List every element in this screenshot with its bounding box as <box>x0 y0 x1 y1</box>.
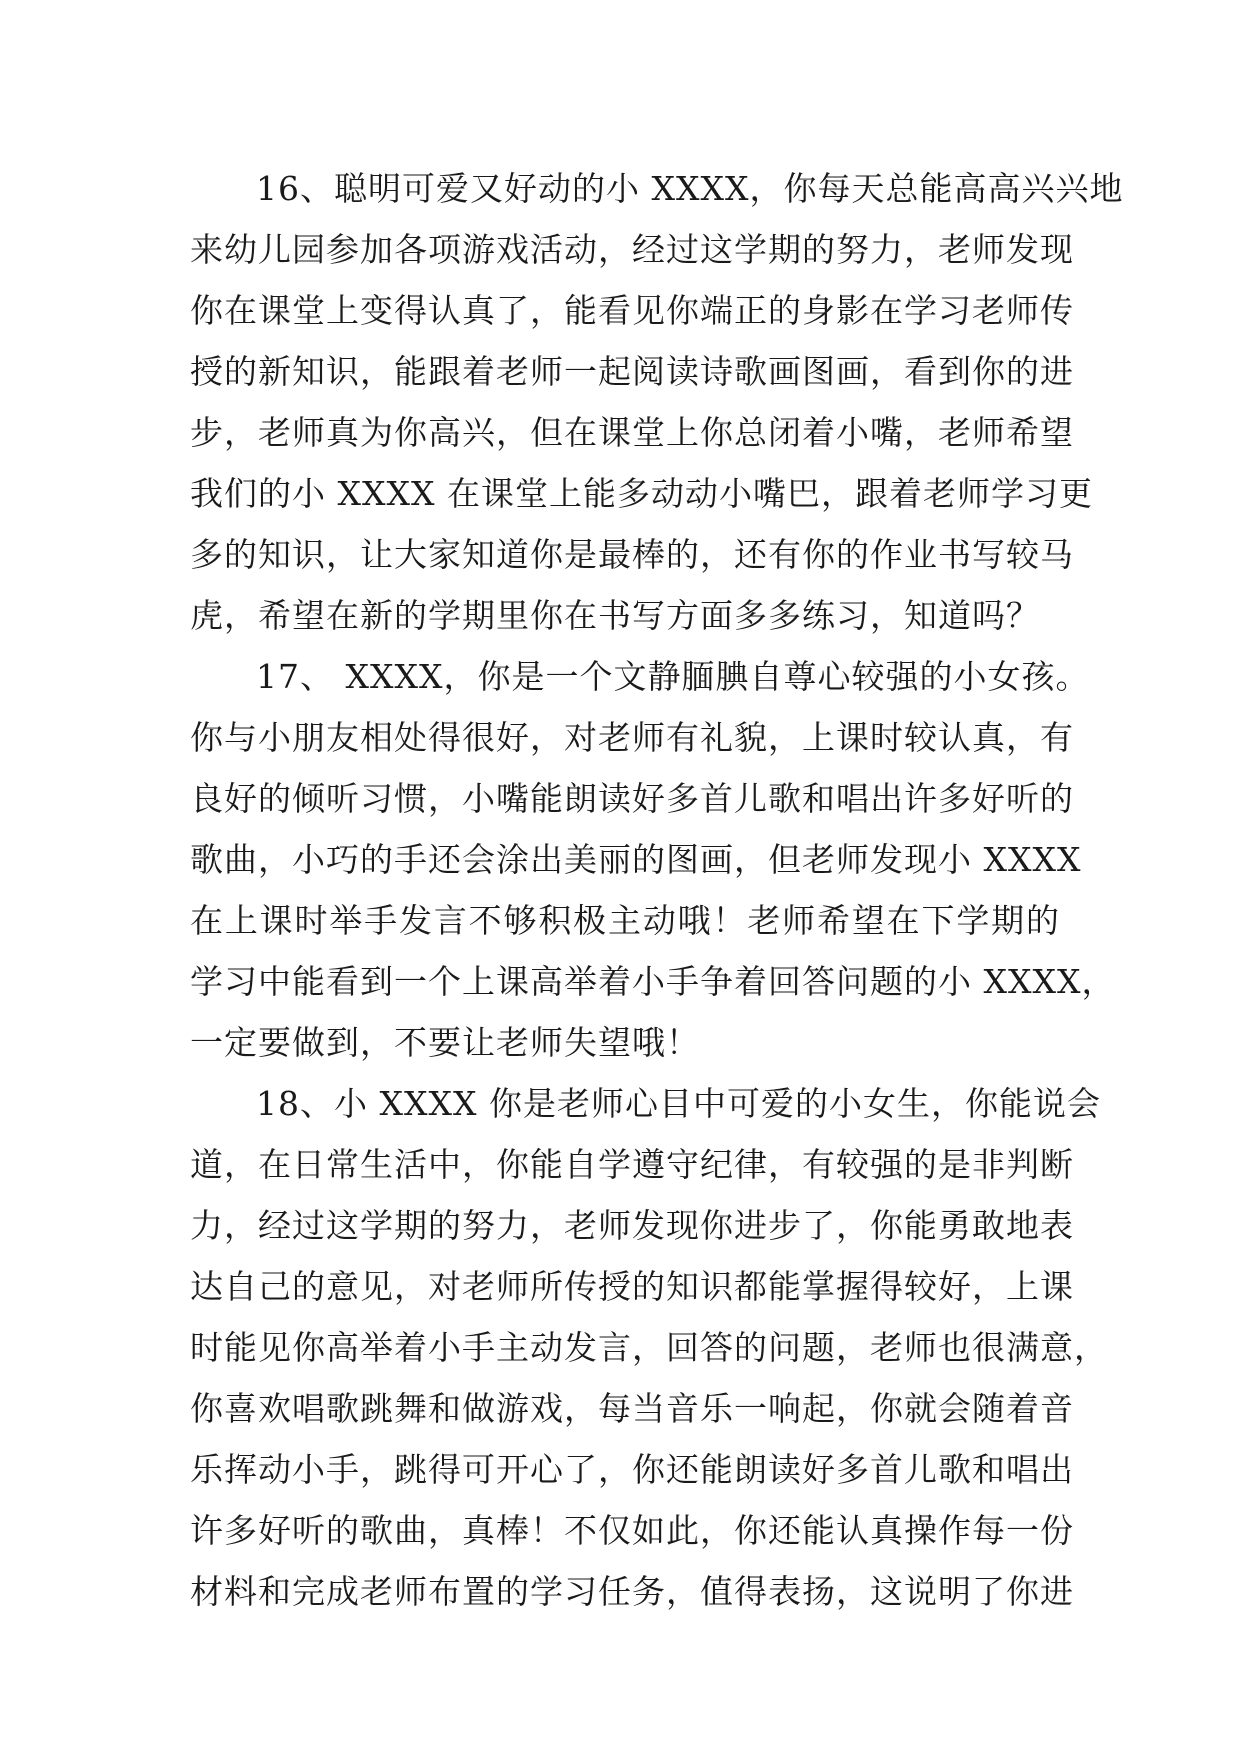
paragraph-16-line-7: 多的知识，让大家知道你是最棒的，还有你的作业书写较马 <box>190 535 1074 574</box>
paragraph-18-line-1: 18、小 XXXX 你是老师心目中可爱的小女生，你能说会 <box>256 1084 1101 1123</box>
paragraph-17-line-2: 你与小朋友相处得很好，对老师有礼貌，上课时较认真，有 <box>190 718 1074 757</box>
paragraph-18-line-5: 时能见你高举着小手主动发言，回答的问题，老师也很满意， <box>190 1328 1108 1367</box>
paragraph-18-line-7: 乐挥动小手，跳得可开心了，你还能朗读好多首儿歌和唱出 <box>190 1450 1074 1489</box>
paragraph-17-line-7: 一定要做到，不要让老师失望哦！ <box>190 1023 700 1062</box>
paragraph-18-line-6: 你喜欢唱歌跳舞和做游戏，每当音乐一响起，你就会随着音 <box>190 1389 1074 1428</box>
paragraph-16-line-8: 虎，希望在新的学期里你在书写方面多多练习，知道吗？ <box>190 596 1040 635</box>
paragraph-17-line-4: 歌曲，小巧的手还会涂出美丽的图画，但老师发现小 XXXX <box>190 840 1082 879</box>
paragraph-16-line-4: 授的新知识，能跟着老师一起阅读诗歌画图画，看到你的进 <box>190 352 1074 391</box>
paragraph-16-line-6: 我们的小 XXXX 在课堂上能多动动小嘴巴，跟着老师学习更 <box>190 474 1093 513</box>
paragraph-17-line-5: 在上课时举手发言不够积极主动哦！老师希望在下学期的 <box>190 901 1060 940</box>
paragraph-18-line-3: 力，经过这学期的努力，老师发现你进步了，你能勇敢地表 <box>190 1206 1074 1245</box>
paragraph-18-line-9: 材料和完成老师布置的学习任务，值得表扬，这说明了你进 <box>190 1572 1074 1611</box>
paragraph-17-line-3: 良好的倾听习惯，小嘴能朗读好多首儿歌和唱出许多好听的 <box>190 779 1074 818</box>
paragraph-17-line-1: 17、 XXXX，你是一个文静腼腆自尊心较强的小女孩。 <box>256 657 1090 696</box>
paragraph-16-line-3: 你在课堂上变得认真了，能看见你端正的身影在学习老师传 <box>190 291 1074 330</box>
paragraph-17-line-6: 学习中能看到一个上课高举着小手争着回答问题的小 XXXX， <box>190 962 1116 1001</box>
paragraph-16-line-1: 16、聪明可爱又好动的小 XXXX，你每天总能高高兴兴地 <box>256 169 1124 208</box>
paragraph-18-line-2: 道，在日常生活中，你能自学遵守纪律，有较强的是非判断 <box>190 1145 1074 1184</box>
body-text <box>190 158 1124 1622</box>
paragraph-18-line-8: 许多好听的歌曲，真棒！不仅如此，你还能认真操作每一份 <box>190 1511 1074 1550</box>
paragraph-18-line-4: 达自己的意见，对老师所传授的知识都能掌握得较好，上课 <box>190 1267 1074 1306</box>
paragraph-16-line-5: 步，老师真为你高兴，但在课堂上你总闭着小嘴，老师希望 <box>190 413 1074 452</box>
paragraph-16-line-2: 来幼儿园参加各项游戏活动，经过这学期的努力，老师发现 <box>190 230 1074 269</box>
